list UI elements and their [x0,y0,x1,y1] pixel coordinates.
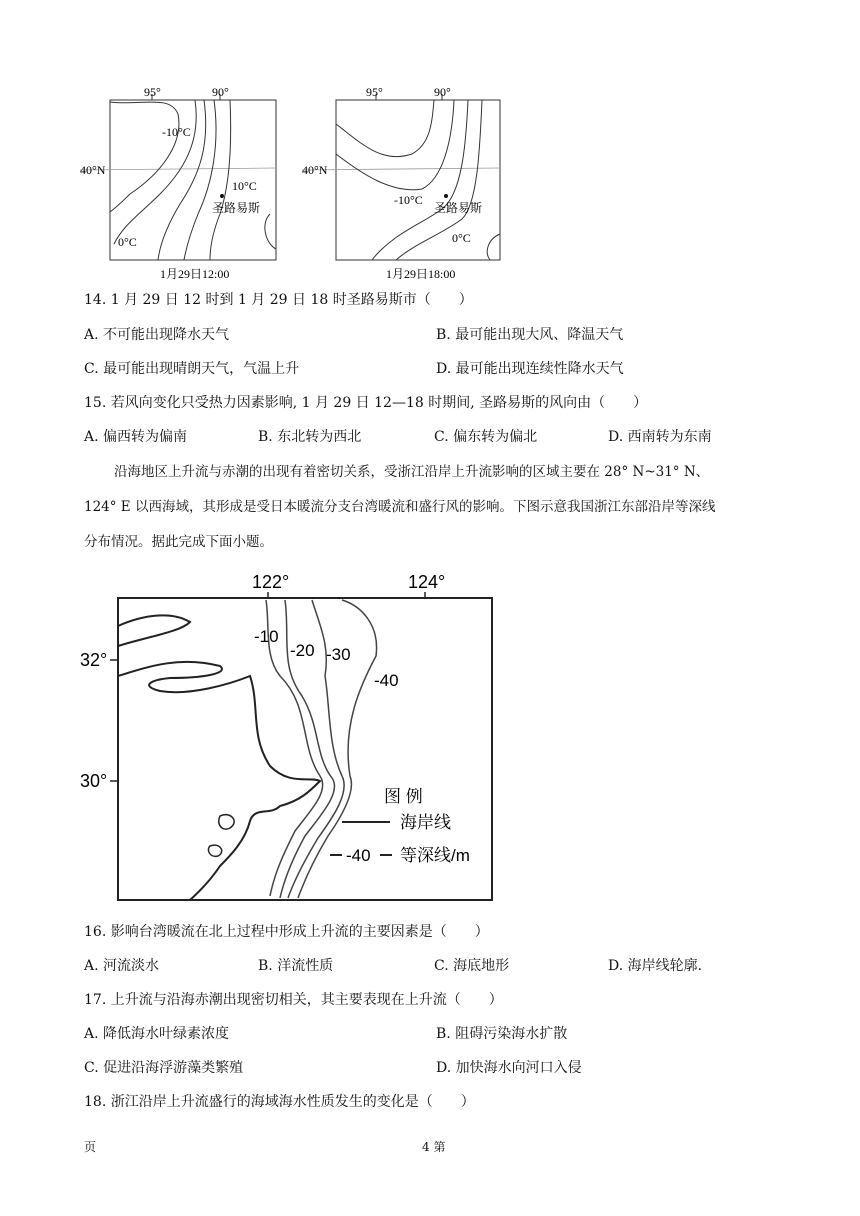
isotherm-zero-label: 0°C [452,231,471,245]
isobath-10-label: -10 [254,627,279,646]
legend-isobath-value: -40 [346,846,371,865]
question-15-stem: 15. 若风向变化只受热力因素影响, 1 月 29 日 12—18 时期间, 圣路易斯的风向由（ ） [84,395,648,411]
passage-line-2: 124° E 以西海域，其形成是受日本暖流分支台湾暖流和盛行风的影响。下图示意我国浙江东部沿岸等深线 [84,499,716,515]
question-14-stem: 14. 1 月 29 日 12 时到 1 月 29 日 18 时圣路易斯市（ ） [84,292,473,308]
isotherm-map-left [80,84,290,284]
lon-90-label: 90° [212,85,229,99]
passage-line-1: 沿海地区上升流与赤潮的出现有着密切关系，受浙江沿岸上升流影响的区域主要在 28° N~31° N、 [114,464,710,480]
lat-40-label: 40°N [302,163,328,177]
question-16-option-b: B. 洋流性质 [258,958,334,974]
question-16-stem: 16. 影响台湾暖流在北上过程中形成上升流的主要因素是（ ） [84,924,489,940]
lon-122-label: 122° [252,572,290,592]
question-17-stem: 17. 上升流与沿海赤潮出现密切相关，其主要表现在上升流（ ） [84,992,503,1008]
footer-page-number: 4 第 [422,1140,446,1154]
isotherm-cold-label: -10°C [162,125,191,139]
legend-title: 图 例 [384,787,423,806]
question-17-option-a: A. 降低海水叶绿素浓度 [84,1026,230,1042]
map-caption: 1月29日12:00 [160,267,230,281]
question-18-stem: 18. 浙江沿岸上升流盛行的海域海水性质发生的变化是（ ） [84,1094,475,1110]
map-caption: 1月29日18:00 [386,267,456,281]
question-16-option-a: A. 河流淡水 [84,958,160,974]
lon-124-label: 124° [408,572,446,592]
question-14-option-a: A. 不可能出现降水天气 [84,327,230,343]
lon-95-label: 95° [366,85,383,99]
question-17-option-b: B. 阻碍污染海水扩散 [436,1026,568,1042]
question-15-option-a: A. 偏西转为偏南 [84,429,188,445]
isobath-40-label: -40 [374,671,399,690]
question-17-option-d: D. 加快海水向河口入侵 [436,1060,582,1076]
legend-coastline-label: 海岸线 [400,813,451,832]
lat-40-label: 40°N [80,163,106,177]
legend-isobath-label: 等深线/m [400,846,470,865]
city-label: 圣路易斯 [212,201,261,215]
question-14-option-d: D. 最可能出现连续性降水天气 [436,361,624,377]
isobath-20-label: -20 [290,641,315,660]
city-label: 圣路易斯 [434,201,483,215]
isotherm-map-right [302,84,512,284]
question-17-option-c: C. 促进沿海浮游藻类繁殖 [84,1060,244,1076]
isobath-30-label: -30 [326,645,351,664]
footer-left: 页 [84,1140,97,1154]
question-14-option-c: C. 最可能出现晴朗天气，气温上升 [84,361,300,377]
question-16-option-d: D. 海岸线轮廓. [608,958,703,974]
question-15-option-d: D. 西南转为东南 [608,429,712,445]
question-15-option-b: B. 东北转为西北 [258,429,362,445]
lat-32-label: 32° [80,650,108,670]
passage-line-3: 分布情况。据此完成下面小题。 [84,534,273,550]
question-15-option-c: C. 偏东转为偏北 [434,429,538,445]
lon-90-label: 90° [434,85,451,99]
zhejiang-isobath-map [80,566,500,906]
isotherm-warm-label: 10°C [232,179,257,193]
lat-30-label: 30° [80,771,108,791]
lon-95-label: 95° [144,85,161,99]
isotherm-cold-label: -10°C [394,193,423,207]
question-16-option-c: C. 海底地形 [434,958,510,974]
question-14-option-b: B. 最可能出现大风、降温天气 [436,327,624,343]
isotherm-zero-label: 0°C [118,235,137,249]
